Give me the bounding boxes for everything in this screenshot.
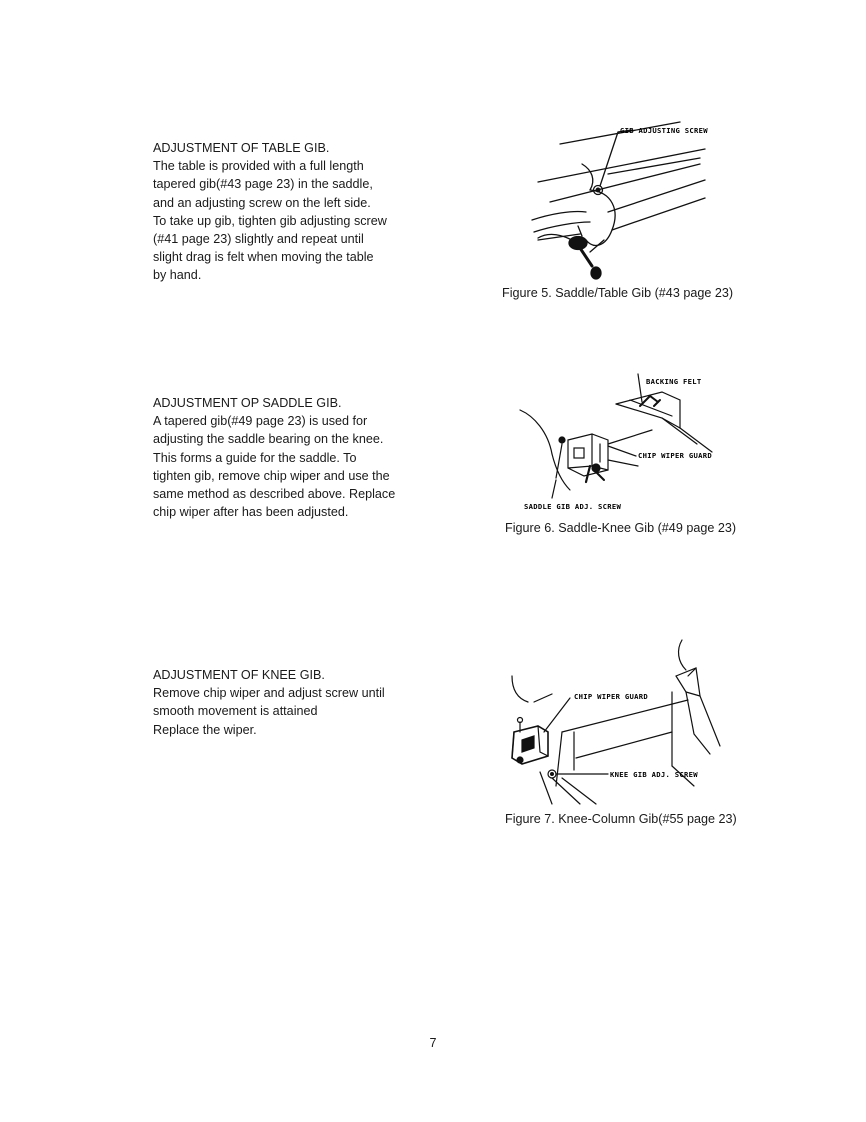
body-line: by hand. xyxy=(153,268,202,283)
body-line: To take up gib, tighten gib adjusting screw xyxy=(153,213,387,228)
body-line: tapered gib(#43 page 23) in the saddle, xyxy=(153,177,373,192)
saddle-knee-gib-drawing xyxy=(512,370,742,515)
figure-6-caption: Figure 6. Saddle-Knee Gib (#49 page 23) xyxy=(505,521,737,535)
knee-column-gib-drawing xyxy=(500,636,730,806)
body-line: Replace the wiper. xyxy=(153,722,257,737)
body-line: chip wiper after has been adjusted. xyxy=(153,505,349,520)
figure-6-saddle-knee-gib xyxy=(512,370,742,515)
figure-5-caption: Figure 5. Saddle/Table Gib (#43 page 23) xyxy=(502,286,734,300)
body-line: and an adjusting screw on the left side. xyxy=(153,195,371,210)
figure-7-knee-column-gib xyxy=(500,636,730,806)
body-line: adjusting the saddle bearing on the knee. xyxy=(153,432,384,447)
label-knee-gib-adj-screw: KNEE GIB ADJ. SCREW xyxy=(610,770,698,779)
knee-gib-section xyxy=(153,666,423,739)
body-line: The table is provided with a full length xyxy=(153,159,364,174)
body-line: Remove chip wiper and adjust screw until xyxy=(153,686,385,701)
saddle-table-gib-drawing xyxy=(520,122,720,287)
section-heading: ADJUSTMENT OF KNEE GIB. xyxy=(153,668,325,682)
label-saddle-gib-adj-screw: SADDLE GIB ADJ. SCREW xyxy=(524,502,622,511)
page-number: 7 xyxy=(429,1036,437,1050)
saddle-gib-section xyxy=(153,394,423,521)
table-gib-section xyxy=(153,139,423,285)
body-line: slight drag is felt when moving the table xyxy=(153,250,374,265)
body-line: smooth movement is attained xyxy=(153,704,318,719)
label-chip-wiper-guard: CHIP WIPER GUARD xyxy=(638,451,713,460)
body-line: tighten gib, remove chip wiper and use the xyxy=(153,468,390,483)
section-heading: ADJUSTMENT OF TABLE GIB. xyxy=(153,141,330,155)
body-line: This forms a guide for the saddle. To xyxy=(153,450,357,465)
figure-5-saddle-table-gib xyxy=(520,122,720,287)
body-line: same method as described above. Replace xyxy=(153,487,396,502)
label-chip-wiper-guard: CHIP WIPER GUARD xyxy=(574,692,649,701)
body-line: A tapered gib(#49 page 23) is used for xyxy=(153,414,368,429)
label-backing-felt: BACKING FELT xyxy=(646,377,702,386)
label-gib-adjusting-screw: GIB ADJUSTING SCREW xyxy=(620,126,708,135)
body-line: (#41 page 23) slightly and repeat until xyxy=(153,232,364,247)
figure-7-caption: Figure 7. Knee-Column Gib(#55 page 23) xyxy=(505,812,737,826)
section-heading: ADJUSTMENT OP SADDLE GIB. xyxy=(153,396,342,410)
